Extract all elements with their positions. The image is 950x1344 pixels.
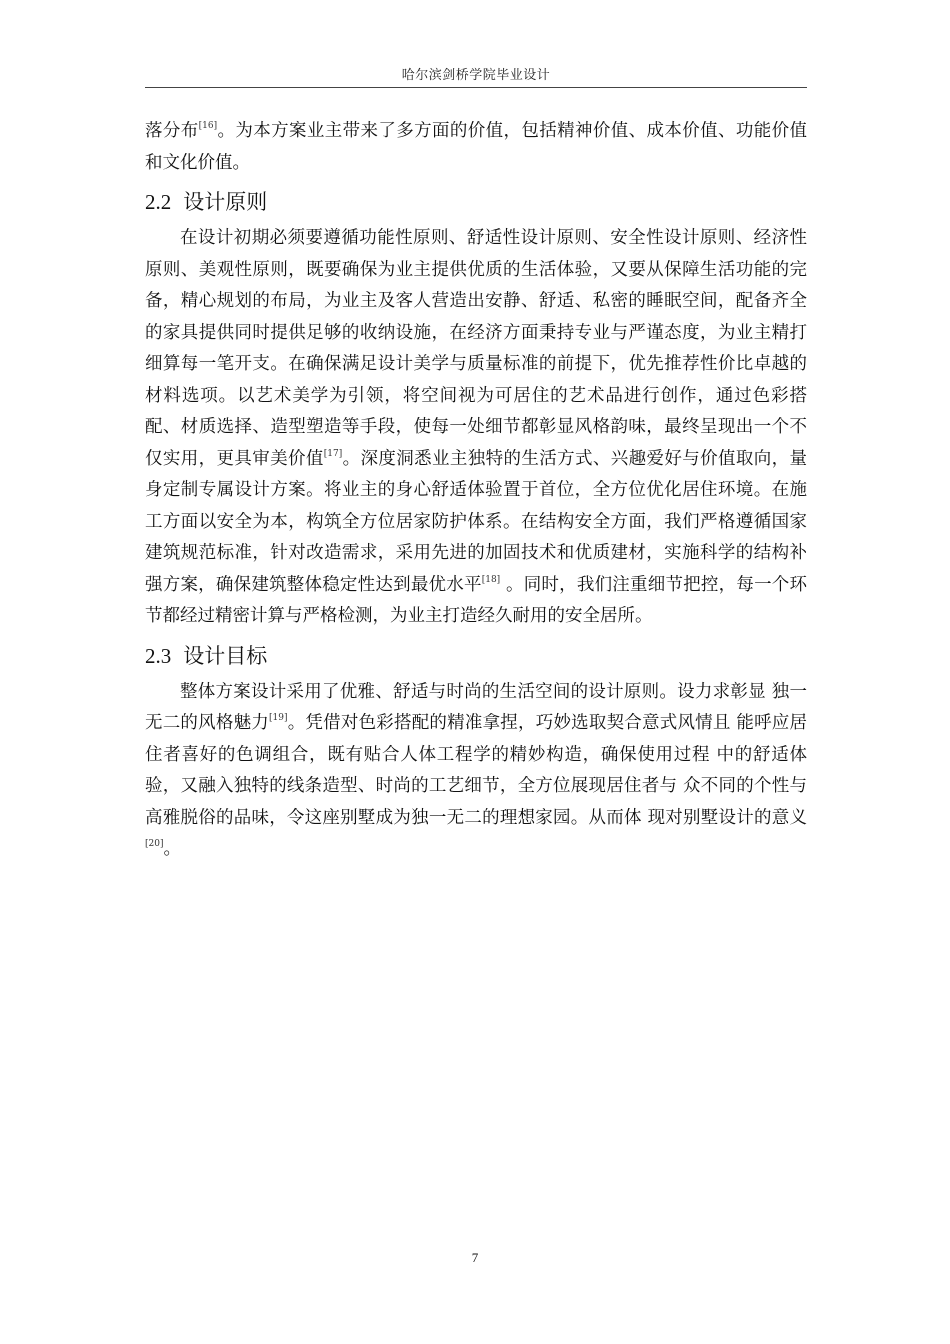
section-2-3-paragraph xyxy=(145,677,807,866)
paragraph-text: 。凭借对色彩搭配的精准拿捏，巧妙选取契合意式风情且 能呼应居住者喜好的色调组合，既有贴合人体工程学的精妙构造，确保使用过程 中的舒适体验，又融入独特的线条造型、时尚的工艺细节，全方位展现居住者与 众不同的个性与高雅脱俗的品味，令这座别墅成为独一无二的理想家园。从而体 现对别墅设计的意义 xyxy=(145,713,808,828)
paragraph-text: 整体方案设计采用了优雅、舒适与时尚的生活空间的设计原则。设力求彰显 独一无二的风格魅力 xyxy=(145,681,807,733)
header-divider xyxy=(145,87,807,88)
citation-17: [17] xyxy=(323,448,343,459)
document-body xyxy=(145,116,807,866)
paragraph-text: 。 xyxy=(163,839,181,859)
section-heading-2-2 xyxy=(145,185,807,219)
page-number: 7 xyxy=(471,1250,479,1265)
page-header-title: 哈尔滨剑桥学院毕业设计 xyxy=(401,68,551,83)
section-number: 2.3 xyxy=(145,643,172,668)
intro-text-2: 。为本方案业主带来了多方面的价值，包括精神价值、成本价值、功能价值和文化价值。 xyxy=(145,121,808,173)
section-heading-2-3 xyxy=(145,639,807,673)
intro-paragraph xyxy=(145,116,807,179)
paragraph-text: 在设计初期必须要遵循功能性原则、舒适性设计原则、安全性设计原则、经济性原则、美观性原则，既要确保为业主提供优质的生活体验，又要从保障生活功能的完备，精心规划的布局，为业主及客人营造出安静、舒适、私密的睡眠空间，配备齐全的家具提供同时提供足够的收纳设施，在经济方面秉持专业与严谨态度，为业主精打细算每一笔开支。在确保满足设计美学与质量标准的前提下，优先推荐性价比卓越的材料选项。以艺术美学为引领，将空间视为可居住的艺术品进行创作，通过色彩搭配、材质选择、造型塑造等手段，使每一处细节都彰显风格韵味，最终呈现出一个不仅实用，更具审美价值 xyxy=(145,228,807,469)
section-2-2-paragraph xyxy=(145,223,807,633)
citation-19: [19] xyxy=(269,713,288,723)
citation-16: [16] xyxy=(198,121,218,131)
paragraph-text: 。深度洞悉业主独特的生活方式、兴趣爱好与价值取向，量身定制专属设计方案。将业主的身心舒适体验置于首位，全方位优化居住环境。在施工方面以安全为本，构筑全方位居家防护体系。在结构安全方面，我们严格遵循国家建筑规范标准，针对改造需求，采用先进的加固技术和优质建材，实施科学的结构补强方案，确保建筑整体稳定性达到最优水平 xyxy=(145,448,808,595)
citation-20: [20] xyxy=(145,839,164,849)
section-number: 2.2 xyxy=(145,190,172,214)
citation-18: [18] xyxy=(481,574,501,585)
paragraph-text: 。同时，我们注重细节把控，每一个环节都经过精密计算与严格检测，为业主打造经久耐用的安全居所。 xyxy=(145,574,808,626)
intro-text-1: 落分布 xyxy=(145,121,199,141)
section-title: 设计目标 xyxy=(183,643,268,668)
section-title: 设计原则 xyxy=(183,190,268,214)
